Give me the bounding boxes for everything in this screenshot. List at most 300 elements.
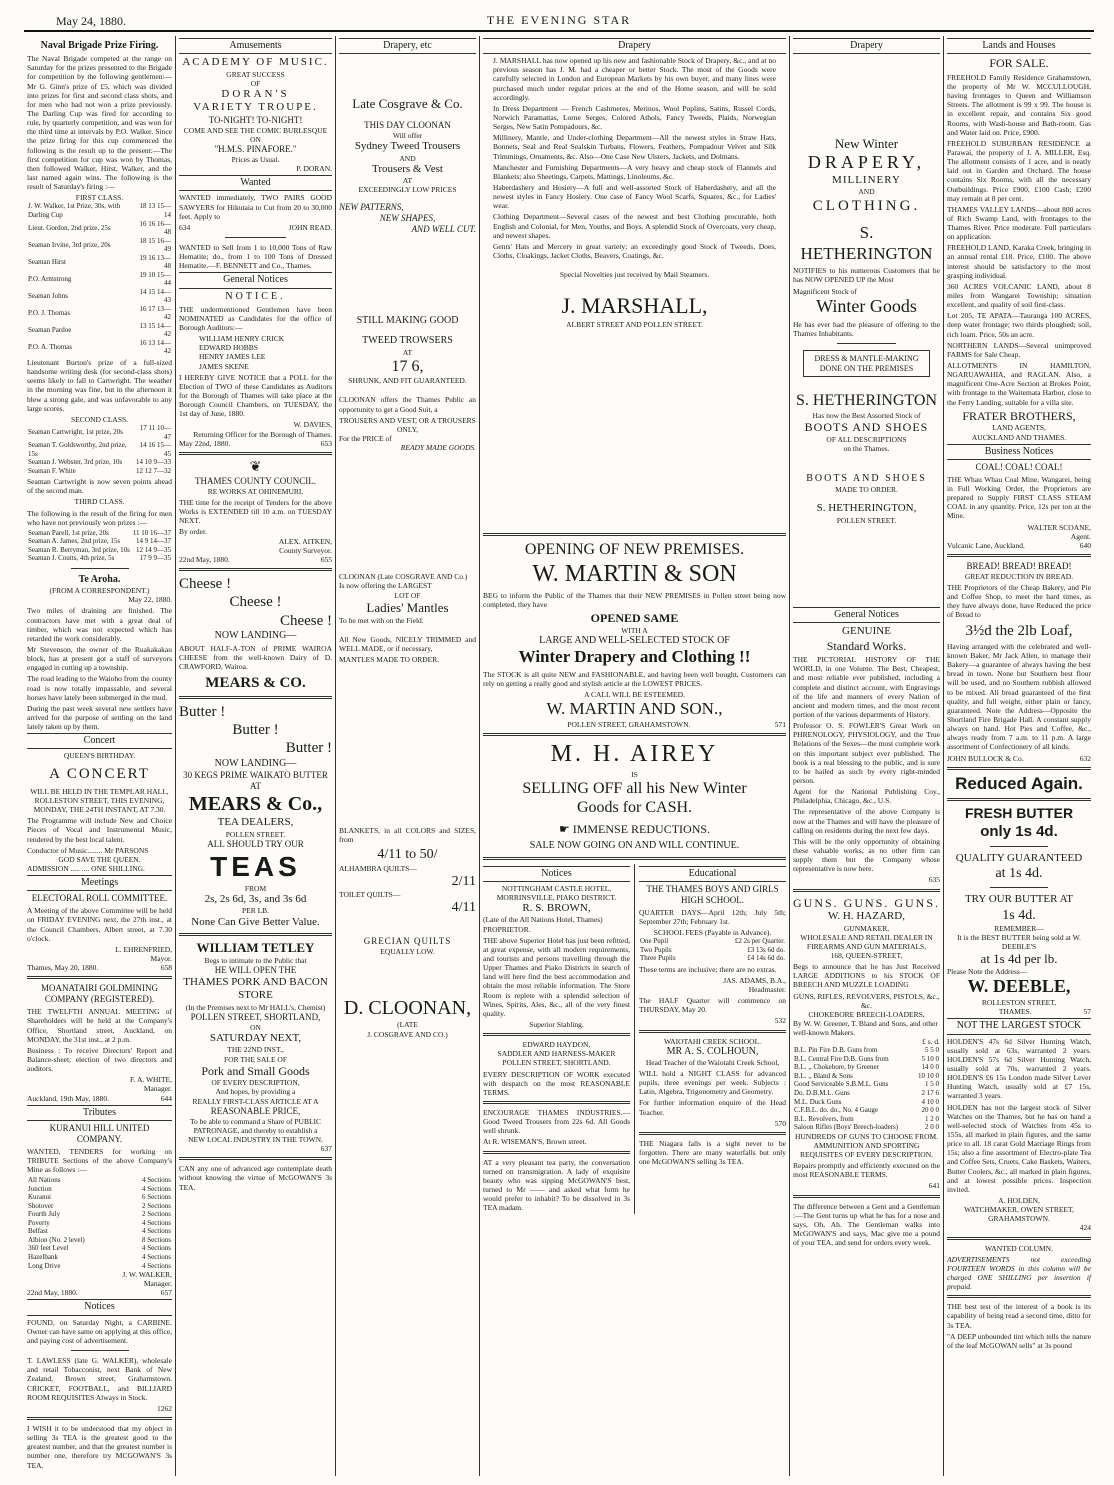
- table-cell: 1 5 0: [925, 1080, 939, 1089]
- naval-para: Seaman Cartwright is now seven points ahead of the second man.: [27, 477, 172, 496]
- column-2: [176, 36, 336, 1476]
- te-apata: Lot 205, TE APATA—Tauranga 100 ACRES, deep water frontage; two thirds ploughed; soil, rich loam. Price, 50s an acre.: [947, 311, 1091, 339]
- alhambra-price: 2/11: [451, 873, 476, 889]
- aroha-para: Two miles of draining are finished. The contractors have met with a great deal of timber, which was not expected which has retarded the work considerably.: [27, 606, 172, 643]
- now-landing: NOW LANDING—: [214, 629, 297, 641]
- tea-notice: AT a very pleasant tea party, the conversation turned on transmigration. A lady of exquisite beauty who was sipping McGOWAN'S best, turned to Mr —— and asked what form he would prefer to inhabit? To be dissolved in 3s TEA madam.: [483, 1157, 630, 1213]
- trowser-price: 17 6,: [391, 357, 424, 375]
- table-cell: Shotover: [28, 1201, 54, 1210]
- table-cell: Three Pupils: [640, 954, 676, 963]
- tetley-begs: Begs to intimate to the Public that: [204, 955, 307, 965]
- quality-guaranteed: QUALITY GUARANTEED: [955, 851, 1083, 864]
- holden-name: A. HOLDEN,: [998, 1196, 1040, 1206]
- table-row: [27, 1244, 172, 1253]
- table-cell: Kuranui: [28, 1193, 51, 1202]
- bread-headline: BREAD! BREAD! BREAD!: [966, 560, 1072, 571]
- table-cell: C.F.B.L. do. do., No. 4 Gauge: [794, 1106, 879, 1115]
- martin-name: W. MARTIN AND SON.,: [546, 699, 723, 719]
- table-cell: 4 Sections: [142, 1184, 171, 1193]
- opened-same: OPENED SAME: [590, 611, 679, 626]
- table-cell: Two Pupils: [640, 945, 672, 954]
- guns-number: 641: [928, 1181, 940, 1191]
- call-esteemed: A CALL WILL BE ESTEEMED.: [584, 690, 685, 700]
- table-cell: Seaman Parell, 1st prize, 20s: [28, 528, 109, 537]
- for-sale: FOR SALE.: [989, 56, 1049, 71]
- marshall-para: Gents' Hats and Mercery in great variety; an exceedingly good Stock of Tweeds, Does, Cloths, Cloakings, Jacket Cloths, Beavers, Coatings, &c.: [493, 241, 776, 260]
- tetley-address: POLLEN STREET, SHORTLAND,: [190, 1011, 321, 1022]
- table-cell: 16 17 13—42: [139, 304, 171, 322]
- further-info: For further information enquire of the Head Teacher.: [639, 1098, 786, 1117]
- tetley-name: WILLIAM TETLEY: [196, 939, 315, 955]
- coal-signature: WALTER SCOANE,: [1027, 522, 1091, 532]
- section-educational: Educational: [639, 866, 786, 882]
- price-heading: £ s. d.: [922, 1037, 940, 1047]
- table-cell: 5 10 0: [921, 1054, 939, 1063]
- section-meetings: Meetings: [27, 875, 172, 891]
- at-price: at 1s 4d.: [995, 866, 1043, 882]
- wanted-sawyers-sig: 634 JOHN READ.: [179, 222, 332, 232]
- pictorial-history: THE PICTORIAL HISTORY OF THE WORLD, in one Volume. The Best, Cheapest, and most reliable ever published, including a complete and distinct account, with Engravings of the life and manners of every Nation of ancient and modern times, and the most recent portion of the various departments of History.: [793, 655, 940, 719]
- table-cell: Poverty: [28, 1218, 50, 1227]
- every-description: OF EVERY DESCRIPTION,: [211, 1078, 300, 1088]
- marshall-address: ALBERT STREET AND POLLEN STREET.: [566, 320, 703, 330]
- table-row: [27, 1236, 172, 1245]
- tonight: TO-NIGHT! TO-NIGHT!: [208, 114, 303, 125]
- table-cell: 12 14 9—35: [136, 545, 171, 554]
- hopes-line: And hopes, by providing a: [215, 1087, 296, 1097]
- winter-goods: Winter Goods: [816, 295, 917, 316]
- begs-announce: Begs to announce that he has Just Received LARGE ADDITIONS to his STOCK OF BREECH AND MUZZLE LOADING: [793, 962, 940, 990]
- masthead: [24, 8, 1094, 32]
- table-cell: 11 10 16—37: [132, 528, 171, 537]
- concert-venue: WILL BE HELD IN THE TEMPLAR HALL, ROLLESTON STREET, THIS EVENING,: [30, 786, 169, 806]
- county-title: THAMES COUNTY COUNCIL.: [195, 475, 316, 486]
- electoral-body: A Meeting of the above Committee will be held on FRIDAY EVENING next, the 27th inst., at the Council Chambers, Albert street, at 7.30 o'clock.: [27, 906, 172, 943]
- newspaper-title: THE EVENING STAR: [486, 13, 632, 27]
- section-general-notices: General Notices: [179, 272, 332, 288]
- table-cell: 2 0 0: [925, 1123, 939, 1132]
- pointing-hand-icon: ☛: [558, 821, 573, 836]
- table-cell: 10 10 0: [918, 1071, 939, 1080]
- county-body: THE time for the receipt of Tenders for the above Works is EXTENDED till 10 a.m. on TUESDAY NEXT.: [179, 498, 332, 526]
- opportunity-line: This will be the only opportunity of obtaining these valuable works, as no other firm can supply them but the Company whose representative is now here.: [793, 836, 940, 874]
- table-cell: £4 14s 6d do.: [747, 954, 785, 963]
- immense-reductions: ☛ IMMENSE REDUCTIONS.: [558, 821, 711, 836]
- tea-notice: I WISH it to be understood that my object in selling 3s TEA is the greatest good to the greatest number, and that the greatest number is number one, therefore try MCGOWAN'S 3s TEA.: [27, 1423, 172, 1470]
- patronage-line: To be able to command a Share of PUBLIC PATRONAGE, and thereby to establish a: [189, 1116, 322, 1135]
- hetherington-name: S. HETHERINGTON,: [816, 502, 917, 515]
- candidate-name: EDWARD HOBBS: [199, 343, 258, 353]
- new-patterns: NEW PATTERNS,: [339, 202, 404, 213]
- table-row: [793, 1106, 940, 1115]
- first-class-table: [27, 202, 172, 356]
- first-class-label: FIRST CLASS.: [75, 193, 124, 203]
- butter-headline: Butter !: [285, 740, 332, 757]
- section-general-notices: General Notices: [793, 607, 940, 623]
- saddler-body: EVERY DESCRIPTION OF WORK executed with despatch on the most REASONABLE TERMS.: [483, 1069, 630, 1097]
- section-concert: Concert: [27, 733, 172, 749]
- poll-signature: W. DAVIES,: [293, 420, 332, 430]
- table-row: [793, 1115, 940, 1124]
- new-winter: New Winter: [834, 136, 899, 152]
- to-be-met: To be met with on the Field.: [339, 615, 424, 625]
- will-offer: Will offer: [392, 131, 423, 141]
- colhoun-name: MR A. S. COLHOUN,: [666, 1045, 759, 1057]
- guns-headline: GUNS. GUNS. GUNS.: [793, 895, 941, 910]
- pollen-street: POLLEN STREET.: [225, 829, 286, 839]
- coal-headline: COAL! COAL! COAL!: [975, 461, 1063, 472]
- lawless-number: 1262: [157, 1403, 172, 1413]
- table-cell: 4 10 0: [921, 1097, 939, 1106]
- queen-street: 168, QUEEN-STREET,: [830, 950, 903, 960]
- kuranui-date: 22nd May, 1880. 657: [27, 1288, 172, 1298]
- allotments: ALLOTMENTS IN HAMILTON, NGARUAWAHIA, and RAGLAN. Also, a magnificent One-Acre Section at Brokes Point, with frontage to the Waitemata Harbor, close to the Ferry Landing, suitable for a villa site.: [947, 361, 1091, 407]
- lawless-notice: T. LAWLESS (late G. WALKER), wholesale and retail Tobacconist, next Bank of New Zealand, Brown street, Grahamstown. CRICKET, FOOTBALL, and BILLIARD ROOM REQUISITES Always in Stock.: [27, 1356, 172, 1402]
- on-thames: on the Thames.: [843, 443, 890, 453]
- poll-notice: I HEREBY GIVE NOTICE that a POLL for the Election of TWO of these Candidates as Auditors for the Borough of Thames will take place at the Borough Council Chambers, on TUESDAY, the 1st day of June, 1880.: [179, 372, 332, 419]
- waiotahi-title: WAIOTAHI CREEK SCHOOL.: [663, 1036, 762, 1046]
- section-drapery-etc: Drapery, etc: [339, 38, 476, 54]
- column-3: [336, 36, 480, 1476]
- bakery-body: THE Proprietors of the Cheap Bakery, and Pie and Coffee Shop, to meet the hard times, as they have always done, have Reduced the price of Bread to: [947, 583, 1091, 620]
- all-should-try: ALL SHOULD TRY OUR: [207, 838, 304, 849]
- this-day-cloonan: THIS DAY CLOONAN: [364, 120, 451, 131]
- table-row: [639, 954, 786, 963]
- bread-reduction: GREAT REDUCTION IN BREAD.: [964, 571, 1074, 581]
- new-industry: NEW LOCAL INDUSTRY IN THE TOWN.: [188, 1135, 323, 1144]
- late-label: (LATE: [397, 1020, 418, 1030]
- table-cell: P.O. J. Thomas: [28, 309, 71, 318]
- table-cell: Seaman F. White: [28, 466, 76, 475]
- repairs: Repairs promptly and efficiently executed on the most REASONABLE TERMS.: [793, 1161, 940, 1180]
- first-class-article: REALLY FIRST-CLASS ARTICLE AT A: [192, 1096, 319, 1106]
- pinafore: "H.M.S. PINAFORE.": [214, 143, 297, 154]
- table-row: [27, 1253, 172, 1262]
- at-label: AT: [402, 176, 413, 186]
- coal-body: THE Whau Whau Coal Mine, Wangarei, being in Full Working Order, the Proprietors are prepared to Supply FIRST CLASS STEAM COAL in any quantity. Price, 12s per ton at the Mine.: [947, 474, 1091, 521]
- coal-role: Agent.: [1070, 531, 1091, 541]
- thames-valley: THAMES VALLEY LANDS—about 800 acres of Rich Swamp Land, with frontages to the Thames River. Price moderate. Full particulars on application.: [947, 204, 1091, 242]
- table-row: [27, 1262, 172, 1271]
- table-row: [27, 537, 172, 546]
- table-row: [27, 458, 172, 467]
- table-cell: Seaman Irvine, 3rd prize, 20s: [28, 240, 111, 249]
- mears-name: MEARS & CO.: [205, 674, 306, 691]
- night-class: WILL hold a NIGHT CLASS for advanced pupils, three evenings per week. Subjects : Latin, Algebra, Trigonometry and Geometry.: [639, 1069, 786, 1097]
- section-notices: Notices: [27, 1299, 172, 1315]
- table-row: [793, 1098, 940, 1107]
- reasonable-price: REASONABLE PRICE,: [210, 1105, 301, 1116]
- millinery: MILLINERY: [832, 174, 901, 186]
- concert-date: MONDAY, THE 24TH INSTANT, AT 7.30.: [33, 805, 166, 815]
- table-row: [27, 254, 172, 271]
- butter-price: 1s 4d.: [1002, 907, 1036, 923]
- aroha-byline: (FROM A CORRESPONDENT.): [49, 586, 150, 596]
- kuranui-body: WANTED, TENDERS for working on TRIBUTE Sections of the above Company's Mine as follows :—: [27, 1146, 172, 1175]
- gun-types: GUNS, RIFLES, REVOLVERS, PISTOLS, &c., &c.: [793, 991, 940, 1010]
- only-price: only 1s 4d.: [980, 822, 1058, 840]
- tetley-premises: (In the Premises next to Mr HALL's, Chemist): [185, 1002, 326, 1012]
- adams-name: JAS. ADAMS, B.A.,: [723, 975, 786, 985]
- table-cell: Belfast: [28, 1227, 48, 1236]
- loaf-price: 3½d the 2lb Loaf,: [965, 622, 1073, 639]
- all-new-goods: All New Goods, NICELY TRIMMED and WELL MADE, or if necessary,: [339, 634, 476, 653]
- concert-anthem: GOD SAVE THE QUEEN.: [58, 854, 141, 864]
- agent-line: Agent for the National Publishing Coy., Philadelphia, Chicago, &c., U.S.: [793, 787, 940, 806]
- winter-drapery: Winter Drapery and Clothing !!: [518, 647, 751, 667]
- great-success: GREAT SUCCESS: [226, 69, 285, 79]
- ready-made: READY MADE GOODS.: [400, 443, 476, 453]
- table-cell: 16 16 16—48: [139, 219, 171, 237]
- column-5: [790, 36, 944, 1476]
- general-number: 635: [928, 875, 940, 885]
- table-row: [27, 305, 172, 322]
- holden-stock: HOLDEN has not the largest stock of Silver Watches on the Thames, but he has on hand a well-selected stock of Watches from 45s to 155s, all marked in plain figures, and the same price to all. 18 carat Gold Marriage Rings from 15s; also a fine assortment of Electro-plate Tea and Coffee Sets, Cruets, Cake Baskets, Waiters, Butter Coolers, &c., all marked in plain figures, and at lowest possible prices. Inspection invited.: [947, 1102, 1091, 1194]
- from-label: FROM: [244, 883, 267, 893]
- electoral-title: ELECTORAL ROLL COMMITTEE.: [31, 893, 168, 904]
- variety-troupe: VARIETY TROUPE.: [193, 101, 318, 114]
- doran-signature: P. DORAN.: [296, 164, 332, 174]
- academy-title: ACADEMY OF MUSIC.: [182, 56, 329, 69]
- section-wanted: Wanted: [179, 175, 332, 191]
- freehold-suburban: FREEHOLD SUBURBAN RESIDENCE at Parawai, the property of J. A. MILLER, Esq. The allotment consists of 1 acre, and is neatly laid out in Garden and Orchard. The house contains Six Rooms, with all the necessary Outbuildings. Price £900, £100 Cash; £200 may remain at 8 per cent.: [947, 138, 1091, 203]
- table-row: [793, 1063, 940, 1072]
- table-cell: B.L. Pin Fire D.B. Guns from: [794, 1046, 878, 1055]
- martin-name: W. MARTIN & SON: [532, 560, 737, 587]
- hazard-name: W. H. HAZARD,: [828, 910, 905, 923]
- table-cell: Saloon Rifles (Boys' Breech-loaders): [794, 1123, 899, 1132]
- table-cell: One Pupil: [640, 937, 669, 946]
- wanted-column: WANTED COLUMN.: [985, 1243, 1053, 1253]
- crest-icon: ❦: [249, 459, 262, 475]
- poll-role: Returning Officer for the Borough of Thames.: [193, 429, 332, 439]
- table-cell: Long Drive: [28, 1261, 61, 1270]
- table-row: [27, 322, 172, 339]
- table-cell: Do. D.B.M.L. Guns: [794, 1089, 850, 1098]
- kuranui-title: KURANUI HILL UNITED COMPANY.: [49, 1122, 150, 1144]
- deeble-name: W. DEEBLE,: [967, 976, 1071, 997]
- table-cell: 14 0 0: [921, 1063, 939, 1072]
- quarter-days: QUARTER DAYS—April 12th; July 5th; September 27th; February 1st.: [639, 907, 786, 926]
- chokebore: CHOKEBORE BREECH-LOADERS,: [808, 1009, 925, 1019]
- butter-headline: Butter !: [179, 703, 226, 720]
- section-tributes: Tributes: [27, 1105, 172, 1121]
- trousers-vest: Trousers & Vest: [372, 162, 443, 175]
- marshall-para: Manchester and Furnishing Departments—A very heavy and cheap stock of Flannels and Blankets; also Sheetings, Carpets, Mattings, Linoleums, &c.: [493, 162, 776, 181]
- table-row: [27, 554, 172, 563]
- school-fees: SCHOOL FEES (Payable in Advance).: [653, 927, 772, 937]
- come-and-see: COME AND SEE THE COMIC BURLESQUE: [183, 125, 328, 135]
- table-row: [27, 237, 172, 254]
- saturday-next: SATURDAY NEXT,: [209, 1032, 302, 1045]
- cloonan-name: D. CLOONAN,: [343, 997, 472, 1020]
- tea-dealers: TEA DEALERS,: [217, 816, 294, 829]
- table-cell: 4 Sections: [142, 1244, 171, 1253]
- doran-name: DORAN'S: [221, 87, 290, 100]
- wanted-sawyers: WANTED immediately, TWO PAIRS GOOD SAWYERS for Hikutaia to Cut from 20 to 30,000 feet. Apply to: [179, 193, 332, 221]
- blanket-price: 4/11 to 50/: [377, 847, 438, 863]
- selling-off: SELLING OFF all his New Winter: [522, 779, 747, 797]
- ohinemuri-works: RE WORKS AT OHINEMURI.: [207, 486, 304, 496]
- ammunition: AMMUNITION AND SPORTING REQUISITES OF EVERY DESCRIPTION.: [799, 1140, 934, 1159]
- table-row: [639, 937, 786, 946]
- concert-conductor: Conductor of Music........ Mr PARSONS: [27, 845, 149, 855]
- boots-shoes: BOOTS AND SHOES: [806, 473, 927, 485]
- table-cell: Seaman J. Coutts, 4th prize, 5s: [28, 554, 115, 563]
- table-cell: 4 Sections: [142, 1253, 171, 1261]
- alhambra-quilts: ALHAMBRA QUILTS—: [339, 863, 417, 873]
- column-1: [24, 36, 176, 1476]
- table-row: [27, 202, 172, 219]
- marshall-para: In Dress Department — French Cashmeres, Merinos, Wool Poplins, Satins, Russel Cords, Norwich Paramattas, Lorne Serges, Colored Athols, Fancy Tweeds, Plaids, Norwegian Serges, New Satin Pompadours, &c.: [493, 103, 776, 132]
- table-cell: Hazelbank: [28, 1253, 58, 1261]
- cheese-headline: Cheese !: [179, 576, 232, 593]
- pork-goods: Pork and Small Goods: [201, 1063, 310, 1078]
- wiseman-address: At R. WISEMAN'S, Brown street.: [483, 1137, 587, 1147]
- section-notices: Notices: [483, 866, 630, 882]
- and-label: AND: [399, 153, 416, 163]
- cheese-headline: Cheese !: [279, 612, 332, 629]
- try-butter: TRY OUR BUTTER AT: [964, 893, 1074, 906]
- tweed-trowsers: TWEED TROWSERS: [362, 335, 453, 347]
- boots-shoes: BOOTS AND SHOES: [804, 420, 929, 435]
- clothing-headline: CLOTHING.: [812, 197, 921, 214]
- toilet-quilts: TOILET QUILTS—: [339, 889, 401, 899]
- stock-new: The STOCK is all quite NEW and FASHIONABLE, and having been well bought, Customers can rely on getting a really good and stylish article at the LOWEST PRICES.: [483, 670, 786, 689]
- not-largest-stock: NOT THE LARGEST STOCK: [947, 1018, 1091, 1034]
- airey-name: M. H. AIREY: [550, 741, 719, 768]
- prices-usual: Prices as Usual.: [231, 154, 280, 164]
- aroha-para: The road leading to the Waioho from the county road is now totally impassable, and several horses have lately been submerged in the mud.: [27, 674, 172, 702]
- table-cell: £2 2s per Quarter.: [734, 937, 785, 946]
- aroha-title: Te Aroha.: [78, 574, 121, 585]
- bullock-sig: JOHN BULLOCK & Co. 632: [947, 753, 1091, 763]
- table-cell: 14 16 15—45: [139, 441, 171, 458]
- northern-lands: NORTHERN LANDS—Several unimproved FARMS for Sale Cheap.: [947, 340, 1091, 359]
- table-cell: 6 Sections: [142, 1193, 171, 1202]
- offering-largest: Is now offering the LARGEST: [339, 581, 432, 591]
- toilet-price: 4/11: [451, 899, 476, 915]
- table-row: [27, 271, 172, 288]
- notifies-line: NOTIFIES to his numerous Customers that he has NOW OPENED UP the Most: [793, 266, 940, 285]
- table-cell: £3 13s 6d do.: [747, 945, 785, 954]
- issue-date: May 24, 1880.: [56, 14, 126, 28]
- of-label: OF: [250, 78, 261, 88]
- fees-table: [639, 937, 786, 963]
- school-number: 532: [774, 1016, 786, 1026]
- best-value: None Can Give Better Value.: [191, 915, 320, 928]
- reduced-again: Reduced Again.: [955, 773, 1083, 793]
- large-stock: LARGE AND WELL-SELECTED STOCK OF: [539, 635, 730, 647]
- table-cell: Seaman Pardoe: [28, 326, 72, 335]
- best-butter: It is the BEST BUTTER being sold at W. DEEBLE'S: [957, 932, 1081, 952]
- with-a: WITH A: [621, 625, 648, 635]
- naval-title: Naval Brigade Prize Firing.: [40, 40, 159, 51]
- county-date: 22nd May, 1880. 655: [179, 554, 332, 564]
- butter-headline: Butter !: [232, 722, 279, 739]
- table-cell: J. W. Walker, 1st Prize, 30s, with Darling Cup: [28, 202, 121, 219]
- aroha-para: Mr Stevenson, the owner of the Ruakakakau block, has at present got a staff of surveyors engaged in cutting up a township.: [27, 645, 172, 673]
- sale-now: SALE NOW GOING ON AND WILL CONTINUE.: [529, 840, 740, 852]
- table-row: [27, 339, 172, 356]
- haydon-name: EDWARD HAYDON,: [522, 1040, 591, 1050]
- remember: REMEMBER—: [994, 923, 1044, 933]
- table-cell: 4 Sections: [142, 1218, 171, 1227]
- sydney-tweed: Sydney Tweed Trousers: [354, 140, 461, 153]
- table-row: [27, 1176, 172, 1185]
- tea-notice: The difference between a Gent and a Gentleman :—The Gent turns up what he has for a nose and says, Oh, Ah. The Gentleman walks into McGOWAN'S and says, Mac give me a pound of your TEA, and send for orders every week.: [793, 1201, 940, 1248]
- table-cell: B.L. Revolvers, from: [794, 1114, 854, 1123]
- cosgrave-headline: Late Cosgrave & Co.: [352, 96, 463, 112]
- table-cell: 14 15 14—43: [139, 287, 171, 305]
- tetley-open: HE WILL OPEN THE: [214, 964, 297, 975]
- table-cell: 17 11 10—47: [139, 423, 171, 441]
- at-label: AT: [402, 347, 413, 357]
- column-4: [480, 36, 790, 1476]
- aroha-date: May 22, 1880.: [128, 595, 172, 605]
- table-cell: M.L. Duck Guns: [794, 1097, 842, 1106]
- table-cell: B.L. ,, Chokebore, by Greener: [794, 1063, 879, 1072]
- all-descriptions: OF ALL DESCRIPTIONS: [826, 434, 907, 444]
- table-row: [27, 424, 172, 441]
- concert-title: A CONCERT: [49, 765, 150, 782]
- trousers-vest-only: TROUSERS AND VEST, OR A TROUSERS ONLY,: [339, 415, 476, 434]
- table-row: [27, 1227, 172, 1236]
- table-cell: Albion (No. 2 level): [28, 1235, 85, 1244]
- new-shapes: NEW SHAPES,: [379, 213, 436, 224]
- notices-subcolumn: [483, 864, 635, 1215]
- county-role: County Surveyor.: [279, 545, 332, 555]
- coal-address: Vulcanic Lane, Auckland. 640: [947, 540, 1091, 550]
- holden-watches: HOLDEN'S 47s 6d Silver Hunting Watch, usually sold at 63s, warranted 2 years. HOLDEN'S 57s 6d Silver Hunting Watch, usually sold at 70s, warranted 2 years. HOLDEN'S £6 15s London made Silver Lever Hunting Watch, usually sold at £7 15s, warranted 3 years.: [947, 1036, 1091, 1101]
- and-label: AND: [858, 187, 875, 197]
- cheese-headline: Cheese !: [229, 594, 282, 611]
- table-row: [27, 1202, 172, 1211]
- watchmaker: WATCHMAKER, OWEN STREET, GRAHAMSTOWN.: [964, 1205, 1074, 1224]
- headmaster-role: Headmaster.: [748, 984, 786, 994]
- cosgrave-name: J. COSGRAVE AND CO.): [367, 1029, 448, 1039]
- has-now: Has now the Best Assorted Stock of: [812, 410, 921, 420]
- ladies-mantles: Ladies' Mantles: [366, 599, 449, 615]
- table-cell: 14 10 9—33: [136, 458, 171, 467]
- section-amusements: Amusements: [179, 38, 332, 54]
- section-drapery: Drapery: [483, 38, 786, 54]
- table-cell: 4 Sections: [142, 1261, 171, 1270]
- tea-prices: 2s, 2s 6d, 3s, and 3s 6d: [204, 893, 307, 906]
- candidate-name: WILLIAM HENRY CRICK: [199, 334, 285, 344]
- marshall-para: Clothing Department—Several cases of the newest and best Clothing procurable, both English and Colonial, for Men, Youths, and Boys. A splendid Stock of Overcoats, very cheap, and newest shapes.: [493, 212, 776, 240]
- gun-price-table: [793, 1046, 940, 1131]
- second-class-label: SECOND CLASS.: [70, 414, 129, 424]
- hundreds-guns: HUNDREDS OF GUNS TO CHOOSE FROM.: [794, 1131, 939, 1141]
- table-cell: 14 9 14—37: [136, 537, 171, 546]
- table-cell: 5 5 0: [925, 1046, 939, 1055]
- land-agents: LAND AGENTS,: [992, 423, 1046, 433]
- table-cell: 4 Sections: [142, 1227, 171, 1236]
- freehold-residence: FREEHOLD Family Residence Grahamstown, the property of Mr W. MCCULLOUGH, having frontages to Queen and Williamson Streets. The allotment is 99 x 99. The house is in excellent repair, and contains Six good Rooms, with Wash-house and Bath-room. Gas and Water laid on. Price, £900.: [947, 72, 1091, 137]
- moanatairi-business: Business : To receive Directors' Report and Balance-sheet; election of two directors and auditors.: [27, 1045, 172, 1074]
- magnificent-stock: Magnificent Stock of: [793, 286, 857, 296]
- concert-admission: ADMISSION ..... .... ONE SHILLING.: [27, 864, 145, 874]
- table-cell: Seaman A. James, 2nd prize, 15s: [28, 537, 121, 546]
- pollen-street: POLLEN STREET.: [836, 515, 897, 525]
- candidate-name: JAMES SKENE: [199, 361, 249, 371]
- stabling: Superior Stabling.: [529, 1019, 584, 1029]
- electoral-signature: L. EHRENFRIED,: [115, 944, 172, 954]
- half-quarter: The HALF Quarter will commence on THURSDAY, May 20.: [639, 996, 786, 1015]
- table-row: [793, 1046, 940, 1055]
- for-price: For the PRICE of: [339, 434, 392, 444]
